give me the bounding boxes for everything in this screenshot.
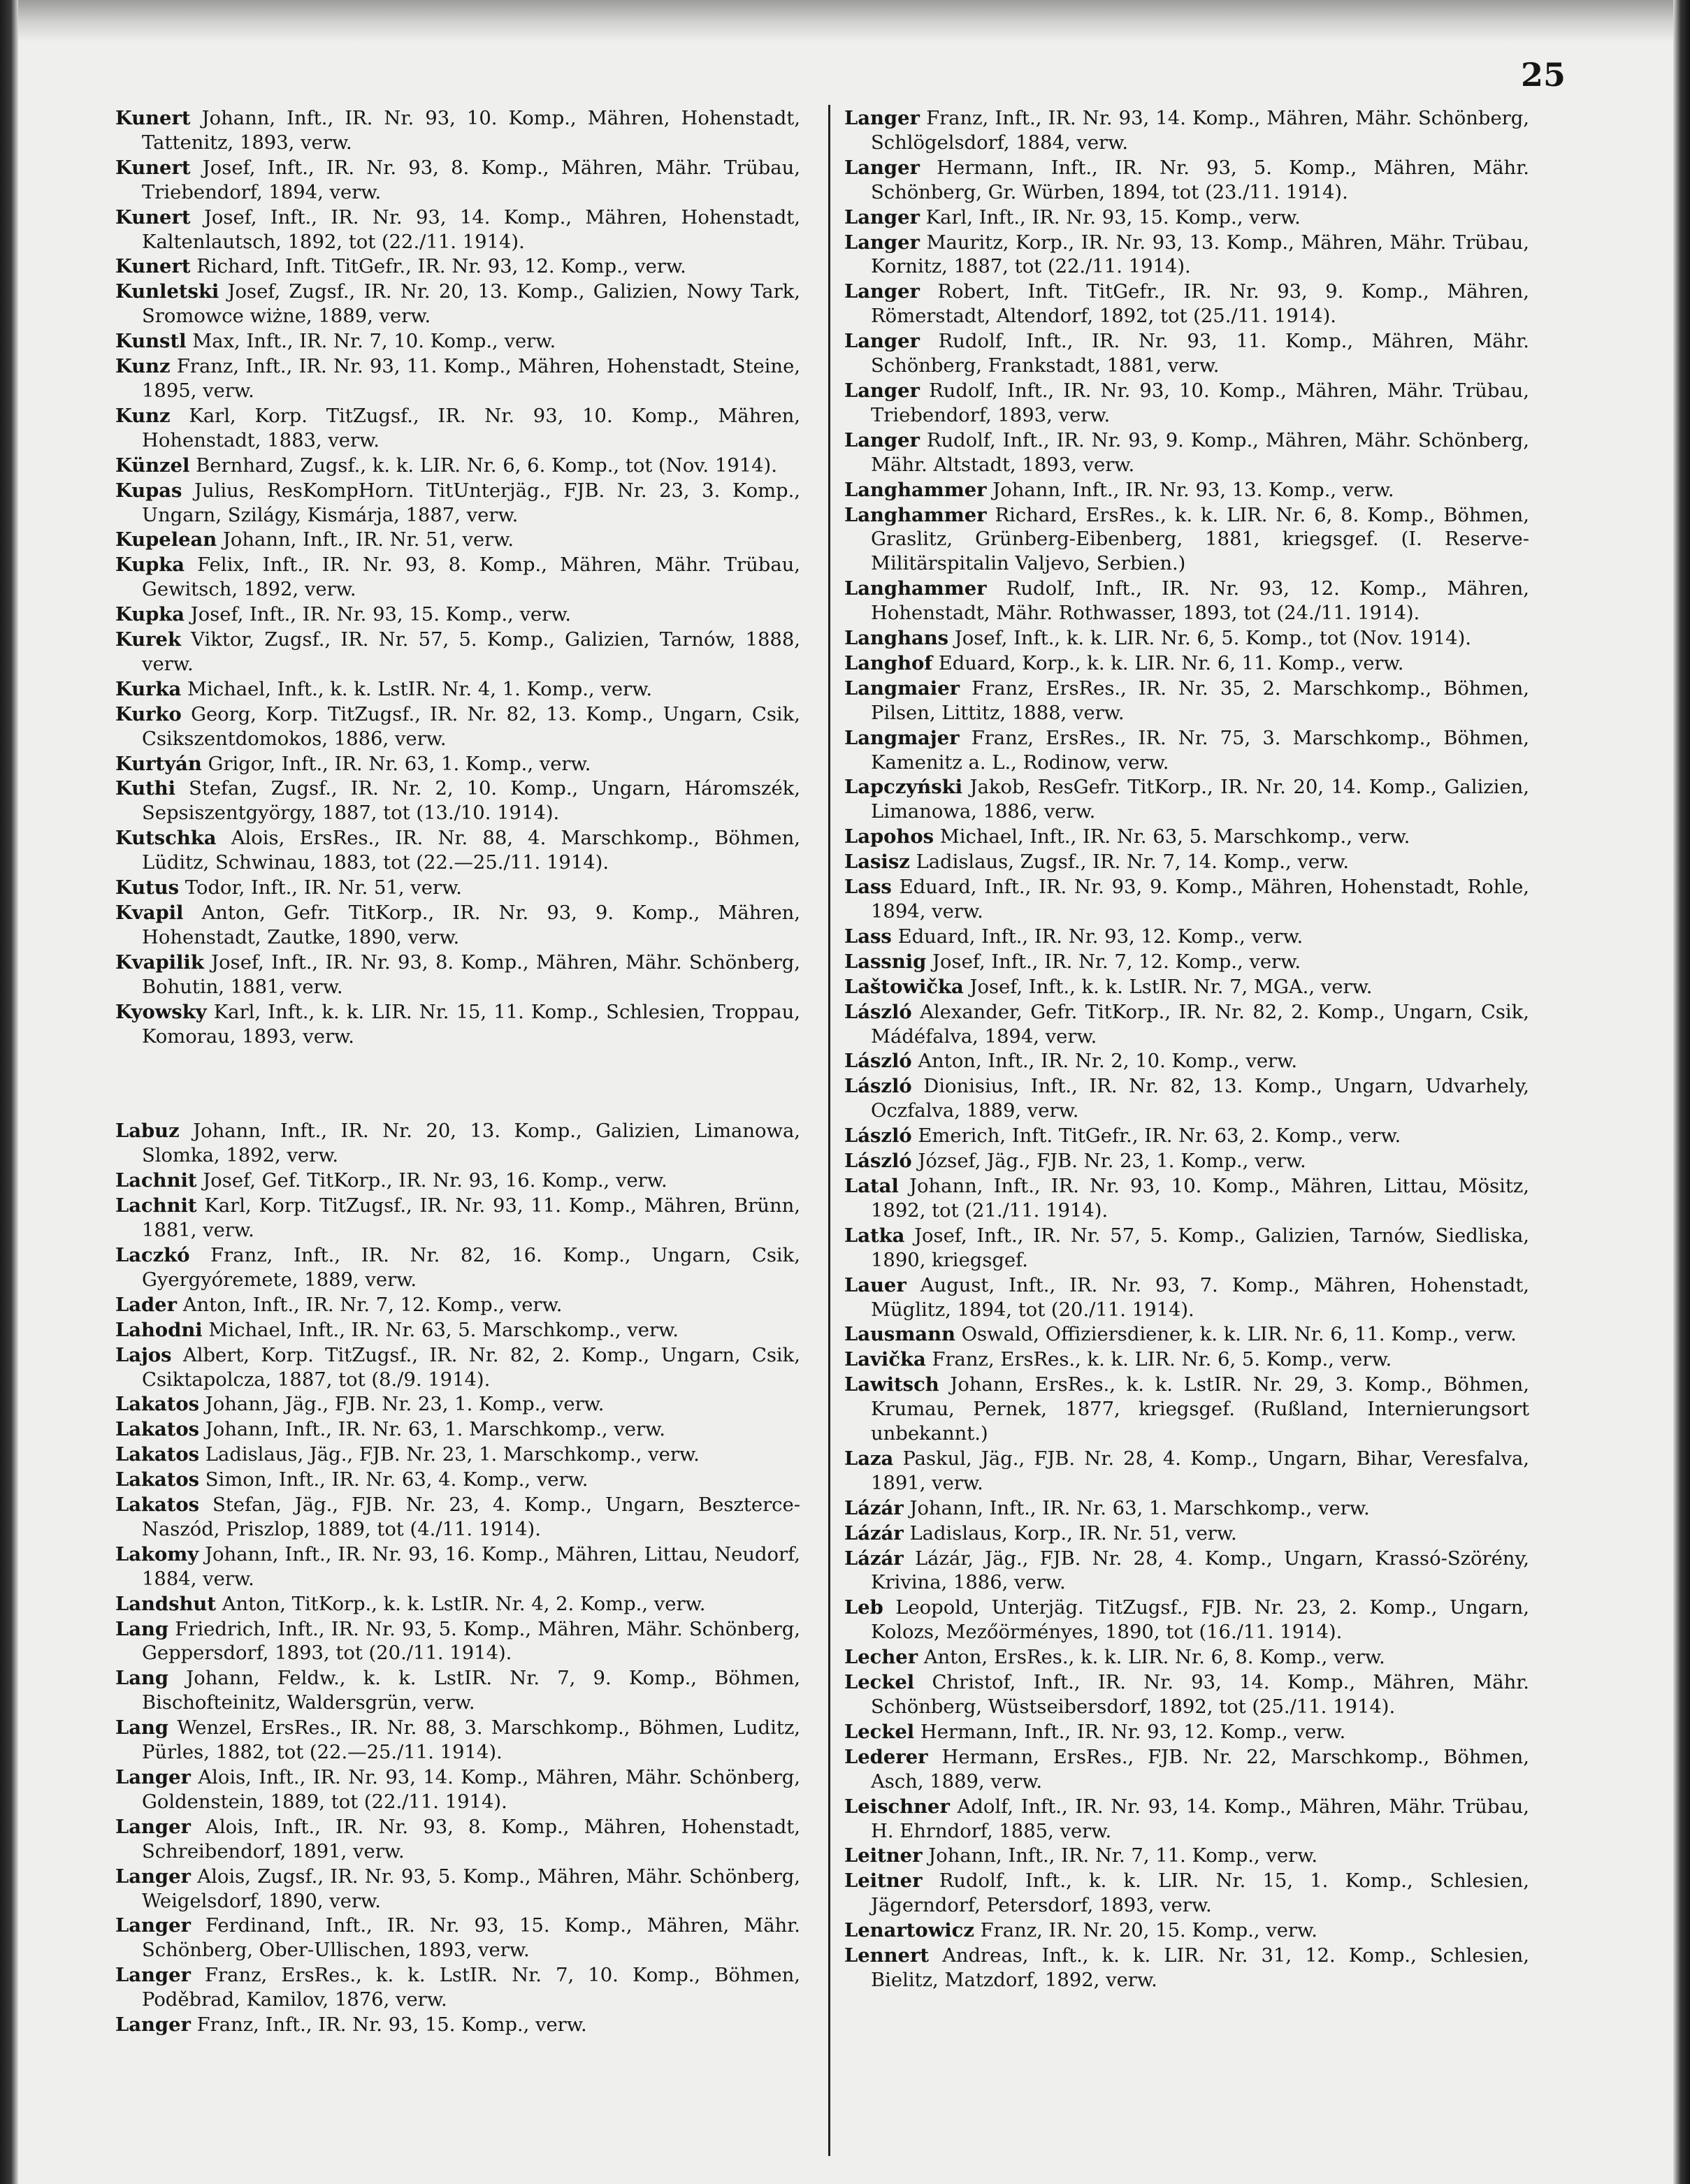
casualty-entry <box>844 1720 1529 1745</box>
entry-surname: Kunert <box>115 255 191 278</box>
entry-surname: Langmaier <box>844 677 960 700</box>
casualty-entry <box>115 1392 800 1417</box>
entry-surname: László <box>844 1050 912 1073</box>
entry-surname: Kurtyán <box>115 752 202 775</box>
entry-details: Eduard, Inft., IR. Nr. 93, 9. Komp., Mähren, Hohenstadt, Rohle, 1894, verw. <box>871 876 1529 923</box>
entry-details: Robert, Inft. TitGefr., IR. Nr. 93, 9. Komp., Mähren, Römerstadt, Altendorf, 1892, tot (25./11. 1914). <box>871 281 1529 328</box>
casualty-entry <box>844 428 1529 478</box>
casualty-entry <box>844 1447 1529 1496</box>
entry-surname: Langer <box>844 379 920 402</box>
entry-details: Leopold, Unterjäg. TitZugsf., FJB. Nr. 23, 2. Komp., Ungarn, Kolozs, Mezőörményes, 1890, tot (16./11. 1914). <box>871 1597 1529 1644</box>
entry-surname: Langhof <box>844 651 933 674</box>
casualty-entry <box>844 1795 1529 1844</box>
entry-surname: Kunstl <box>115 330 187 353</box>
entry-surname: Lasisz <box>844 851 910 874</box>
entry-details: Richard, Inft. TitGefr., IR. Nr. 93, 12. Komp., verw. <box>196 256 686 278</box>
entry-details: Albert, Korp. TitZugsf., IR. Nr. 82, 2. Komp., Ungarn, Csik, Csiktapolcza, 1887, tot (8./9. 1914). <box>142 1344 800 1391</box>
entry-details: Karl, Korp. TitZugsf., IR. Nr. 93, 10. Komp., Mähren, Hohenstadt, 1883, verw. <box>142 405 800 451</box>
casualty-entry <box>115 404 800 454</box>
entry-details: Hermann, ErsRes., FJB. Nr. 22, Marschkomp., Böhmen, Asch, 1889, verw. <box>871 1746 1529 1793</box>
entry-surname: László <box>844 1075 912 1098</box>
entry-surname: Kurek <box>115 628 181 651</box>
entry-surname: Lecher <box>844 1646 918 1669</box>
casualty-entry <box>115 1119 800 1169</box>
entry-surname: Langer <box>115 2013 191 2037</box>
casualty-entry <box>844 775 1529 825</box>
entry-details: Johann, Inft., IR. Nr. 63, 1. Marschkomp., verw. <box>909 1497 1370 1519</box>
casualty-entry <box>115 1592 800 1617</box>
entry-details: Alois, Zugsf., IR. Nr. 93, 5. Komp., Mähren, Mähr. Schönberg, Weigelsdorf, 1890, verw. <box>142 1865 800 1912</box>
casualty-entry <box>844 875 1529 925</box>
casualty-entry <box>115 1293 800 1318</box>
casualty-entry <box>844 1645 1529 1670</box>
casualty-entry <box>115 1343 800 1393</box>
casualty-entry <box>844 106 1529 156</box>
entry-surname: Leckel <box>844 1720 915 1743</box>
casualty-entry <box>115 702 800 752</box>
casualty-entry <box>844 1149 1529 1174</box>
casualty-entry <box>115 553 800 602</box>
entry-details: Felix, Inft., IR. Nr. 93, 8. Komp., Mähren, Mähr. Trübau, Gewitsch, 1892, verw. <box>142 554 800 601</box>
casualty-entry <box>844 677 1529 726</box>
entry-details: Josef, Zugsf., IR. Nr. 20, 13. Komp., Galizien, Nowy Tark, Sromowce wiżne, 1889, verw. <box>142 281 800 328</box>
entry-details: Richard, ErsRes., k. k. LIR. Nr. 6, 8. Komp., Böhmen, Graslitz, Grünberg-Eibenberg, 1881, kriegsgef. (I. Reserve-Militärspitalin Valjevo, Serbien.) <box>871 504 1529 575</box>
entry-details: Franz, Inft., IR. Nr. 93, 11. Komp., Mähren, Hohenstadt, Steine, 1895, verw. <box>142 356 800 402</box>
casualty-entry <box>115 1318 800 1343</box>
entry-surname: Langer <box>844 156 920 179</box>
casualty-entry <box>115 950 800 1000</box>
entry-surname: Kupka <box>115 603 185 626</box>
entry-details: Rudolf, Inft., IR. Nr. 93, 9. Komp., Mähren, Mähr. Schönberg, Mähr. Altstadt, 1893, verw. <box>871 429 1529 476</box>
casualty-entry <box>115 1617 800 1667</box>
casualty-entry <box>115 329 800 354</box>
entry-surname: Lavička <box>844 1348 926 1371</box>
entry-surname: László <box>844 1000 912 1023</box>
entry-details: Grigor, Inft., IR. Nr. 63, 1. Komp., verw. <box>208 753 591 775</box>
entry-details: Rudolf, Inft., IR. Nr. 93, 12. Komp., Mähren, Hohenstadt, Mähr. Rothwasser, 1893, tot (24./11. 1914). <box>871 578 1529 625</box>
entry-details: Alois, Inft., IR. Nr. 93, 14. Komp., Mähren, Mähr. Schönberg, Goldenstein, 1889, tot (22./11. 1914). <box>142 1767 800 1813</box>
entry-details: Josef, Inft., IR. Nr. 93, 8. Komp., Mähren, Mähr. Trübau, Triebendorf, 1894, verw. <box>142 157 800 203</box>
entry-surname: Kuthi <box>115 777 176 800</box>
entry-details: Adolf, Inft., IR. Nr. 93, 14. Komp., Mähren, Mähr. Trübau, H. Ehrndorf, 1885, verw. <box>871 1795 1529 1842</box>
casualty-entry <box>115 254 800 280</box>
entry-surname: Kupelean <box>115 528 217 551</box>
entry-surname: Lawitsch <box>844 1373 939 1396</box>
entry-details: Josef, Inft., IR. Nr. 7, 12. Komp., verw. <box>932 950 1301 973</box>
entry-surname: Kupka <box>115 554 185 577</box>
entry-surname: Laczkó <box>115 1243 190 1266</box>
casualty-entry <box>115 479 800 528</box>
casualty-entry <box>844 726 1529 776</box>
entry-surname: Kunert <box>115 205 191 229</box>
entry-surname: Lapohos <box>844 825 934 848</box>
entry-surname: Kurko <box>115 702 182 725</box>
casualty-entry <box>844 280 1529 329</box>
page-left-edge <box>0 0 18 2184</box>
casualty-entry <box>844 1322 1529 1347</box>
casualty-entry <box>115 876 800 901</box>
entry-surname: Langhammer <box>844 503 987 526</box>
entry-details: Eduard, Korp., k. k. LIR. Nr. 6, 11. Komp., verw. <box>938 652 1404 674</box>
entry-surname: Lahodni <box>115 1318 203 1341</box>
entry-details: Josef, Inft., IR. Nr. 93, 14. Komp., Mähren, Hohenstadt, Kaltenlautsch, 1892, tot (22./11. 1914). <box>142 206 800 253</box>
entry-surname: Laza <box>844 1447 894 1470</box>
entry-surname: Langer <box>115 1815 191 1838</box>
entry-details: Todor, Inft., IR. Nr. 51, verw. <box>185 877 462 899</box>
entry-surname: Lauer <box>844 1273 907 1296</box>
entry-details: Paskul, Jäg., FJB. Nr. 28, 4. Komp., Ungarn, Bihar, Veresfalva, 1891, verw. <box>871 1447 1529 1494</box>
entry-details: Johann, Inft., IR. Nr. 93, 10. Komp., Mähren, Littau, Mösitz, 1892, tot (21./11. 1914). <box>871 1175 1529 1222</box>
entry-details: Josef, Inft., k. k. LIR. Nr. 6, 5. Komp., tot (Nov. 1914). <box>954 628 1471 650</box>
casualty-entry <box>844 1273 1529 1323</box>
casualty-entry <box>115 1493 800 1542</box>
entry-details: Hermann, Inft., IR. Nr. 93, 12. Komp., verw. <box>920 1721 1346 1743</box>
entry-details: Ladislaus, Zugsf., IR. Nr. 7, 14. Komp., verw. <box>916 851 1350 874</box>
entry-surname: Lázár <box>844 1496 904 1519</box>
entry-surname: László <box>844 1150 912 1173</box>
entry-surname: Leckel <box>844 1671 915 1694</box>
casualty-entry <box>844 850 1529 875</box>
casualty-entry <box>844 478 1529 503</box>
casualty-entry <box>844 925 1529 950</box>
entry-surname: Latal <box>844 1174 899 1197</box>
entry-surname: Lang <box>115 1716 169 1740</box>
entry-details: Johann, Feldw., k. k. LstIR. Nr. 7, 9. Komp., Böhmen, Bischofteinitz, Waldersgrün, verw. <box>142 1668 800 1714</box>
entry-surname: Langer <box>844 231 920 254</box>
entry-surname: Lenartowicz <box>844 1919 974 1942</box>
entry-surname: Kyowsky <box>115 1000 207 1023</box>
entry-surname: Lennert <box>844 1944 930 1967</box>
entry-details: Michael, Inft., IR. Nr. 63, 5. Marschkomp., verw. <box>939 826 1410 848</box>
entry-details: Karl, Korp. TitZugsf., IR. Nr. 93, 11. Komp., Mähren, Brünn, 1881, verw. <box>142 1195 800 1242</box>
entry-details: Hermann, Inft., IR. Nr. 93, 5. Komp., Mähren, Mähr. Schönberg, Gr. Würben, 1894, tot (23./11. 1914). <box>871 157 1529 203</box>
entry-details: Johann, Inft., IR. Nr. 93, 16. Komp., Mähren, Littau, Neudorf, 1884, verw. <box>142 1543 800 1590</box>
casualty-entry <box>844 1670 1529 1720</box>
entry-details: Michael, Inft., IR. Nr. 63, 5. Marschkomp., verw. <box>208 1319 679 1341</box>
entry-details: Josef, Gef. TitKorp., IR. Nr. 93, 16. Komp., verw. <box>203 1170 667 1192</box>
casualty-entry <box>115 1243 800 1293</box>
entry-details: Johann, Jäg., FJB. Nr. 23, 1. Komp., verw. <box>205 1394 605 1416</box>
casualty-entry <box>844 156 1529 205</box>
entry-details: Johann, Inft., IR. Nr. 20, 13. Komp., Galizien, Limanowa, Slomka, 1892, verw. <box>142 1120 800 1167</box>
casualty-entry <box>115 1169 800 1194</box>
entry-surname: Langer <box>115 1865 191 1888</box>
casualty-entry <box>115 106 800 156</box>
casualty-entry <box>844 231 1529 280</box>
entry-surname: Lázár <box>844 1547 904 1570</box>
casualty-entry <box>844 503 1529 577</box>
entry-surname: Langhammer <box>844 577 987 600</box>
entry-surname: Lakatos <box>115 1468 200 1491</box>
entry-details: Stefan, Zugsf., IR. Nr. 2, 10. Komp., Ungarn, Háromszék, Sepsiszentgyörgy, 1887, tot (13./10. 1914). <box>142 778 800 825</box>
casualty-entry <box>115 1468 800 1493</box>
entry-surname: Langer <box>115 1964 191 1987</box>
casualty-entry <box>115 1716 800 1765</box>
entry-details: Johann, Inft., IR. Nr. 51, verw. <box>222 529 514 551</box>
entry-details: Johann, Inft., IR. Nr. 93, 13. Komp., verw. <box>992 479 1394 501</box>
entry-details: Anton, Inft., IR. Nr. 2, 10. Komp., verw. <box>918 1050 1298 1073</box>
entry-surname: Kunletski <box>115 280 219 303</box>
entry-details: Johann, Inft., IR. Nr. 7, 11. Komp., verw. <box>928 1845 1318 1867</box>
entry-details: Mauritz, Korp., IR. Nr. 93, 13. Komp., Mähren, Mähr. Trübau, Kornitz, 1887, tot (22./11. 1914). <box>871 231 1529 278</box>
entry-surname: Langhammer <box>844 478 987 501</box>
casualty-entry <box>844 1944 1529 1993</box>
entry-surname: Lass <box>844 925 892 948</box>
casualty-entry <box>844 577 1529 626</box>
entry-surname: Lass <box>844 876 892 899</box>
casualty-entry <box>115 826 800 876</box>
entry-surname: Leb <box>844 1596 883 1619</box>
casualty-entry <box>844 1000 1529 1050</box>
casualty-entry <box>844 1869 1529 1918</box>
entry-surname: Lakomy <box>115 1542 199 1565</box>
entry-surname: Langer <box>844 107 920 129</box>
entry-details: Anton, TitKorp., k. k. LstIR. Nr. 4, 2. Komp., verw. <box>222 1593 706 1615</box>
entry-details: Josef, Inft., IR. Nr. 93, 15. Komp., verw. <box>190 604 572 626</box>
entry-surname: Leitner <box>844 1870 923 1893</box>
entry-details: Alois, ErsRes., IR. Nr. 88, 4. Marschkomp., Böhmen, Lüditz, Schwinau, 1883, tot (22.—25./11. 1914). <box>142 827 800 874</box>
casualty-entry <box>115 1417 800 1442</box>
entry-surname: Kvapil <box>115 902 184 924</box>
entry-surname: Langhans <box>844 627 949 650</box>
entry-surname: Lassnig <box>844 950 927 973</box>
casualty-entry <box>115 1442 800 1468</box>
casualty-entry <box>115 528 800 553</box>
entry-details: Ladislaus, Korp., IR. Nr. 51, verw. <box>909 1522 1237 1545</box>
entry-surname: Langmajer <box>844 726 960 749</box>
entry-details: Franz, Inft., IR. Nr. 82, 16. Komp., Ungarn, Csik, Gyergyóremete, 1889, verw. <box>142 1244 800 1291</box>
page-right-edge <box>1673 0 1690 2184</box>
casualty-entry <box>844 1547 1529 1596</box>
entry-details: Emerich, Inft. TitGefr., IR. Nr. 63, 2. Komp., verw. <box>918 1125 1401 1148</box>
casualty-entry <box>115 1542 800 1592</box>
casualty-entry <box>115 752 800 777</box>
entry-surname: Kupas <box>115 479 182 502</box>
entry-details: Lázár, Jäg., FJB. Nr. 28, 4. Komp., Ungarn, Krassó-Szörény, Krivina, 1886, verw. <box>871 1547 1529 1594</box>
entry-details: Andreas, Inft., k. k. LIR. Nr. 31, 12. Komp., Schlesien, Bielitz, Matzdorf, 1892, verw. <box>871 1945 1529 1991</box>
entry-details: Franz, ErsRes., k. k. LstIR. Nr. 7, 10. Komp., Böhmen, Poděbrad, Kamilov, 1876, verw. <box>142 1965 800 2011</box>
entry-surname: Lang <box>115 1617 169 1640</box>
entry-details: Stefan, Jäg., FJB. Nr. 23, 4. Komp., Ungarn, Beszterce-Naszód, Priszlop, 1889, tot (4./11. 1914). <box>142 1494 800 1540</box>
casualty-entry <box>844 1174 1529 1224</box>
entry-details: Viktor, Zugsf., IR. Nr. 57, 5. Komp., Galizien, Tarnów, 1888, verw. <box>142 629 800 675</box>
entry-surname: Kunert <box>115 107 191 129</box>
entry-surname: Leitner <box>844 1844 923 1867</box>
entry-surname: Langer <box>844 428 920 451</box>
entry-details: Max, Inft., IR. Nr. 7, 10. Komp., verw. <box>192 331 556 353</box>
entry-surname: Künzel <box>115 454 190 477</box>
casualty-entry <box>844 1373 1529 1447</box>
page-number: 25 <box>1520 56 1566 94</box>
casualty-entry <box>115 628 800 677</box>
entry-surname: Latka <box>844 1224 905 1247</box>
entry-details: Anton, ErsRes., k. k. LIR. Nr. 6, 8. Komp., verw. <box>923 1647 1385 1669</box>
entry-surname: Kutus <box>115 876 180 899</box>
right-column <box>844 106 1529 1993</box>
entry-surname: Langer <box>115 1914 191 1937</box>
entry-surname: Leischner <box>844 1795 950 1818</box>
entry-surname: Lapczyński <box>844 776 963 799</box>
casualty-entry <box>844 1347 1529 1373</box>
entry-surname: Langer <box>115 1766 191 1788</box>
entry-surname: Lader <box>115 1293 178 1316</box>
casualty-entry <box>115 354 800 404</box>
entry-surname: Lakatos <box>115 1418 200 1441</box>
casualty-entry <box>115 1000 800 1050</box>
entry-details: Franz, Inft., IR. Nr. 93, 15. Komp., verw. <box>196 2014 587 2037</box>
casualty-entry <box>115 280 800 329</box>
entry-surname: Langer <box>844 280 920 303</box>
casualty-entry <box>115 1666 800 1716</box>
casualty-entry <box>115 1765 800 1815</box>
casualty-entry <box>844 825 1529 850</box>
entry-surname: Langer <box>844 205 920 229</box>
casualty-entry <box>115 205 800 255</box>
entry-details: Johann, ErsRes., k. k. LstIR. Nr. 29, 3. Komp., Böhmen, Krumau, Pernek, 1877, kriegsgef. (Rußland, Internierungsort unbekannt.) <box>871 1374 1529 1445</box>
casualty-entry <box>844 626 1529 651</box>
casualty-entry <box>115 1815 800 1865</box>
casualty-entry <box>844 1496 1529 1521</box>
entry-details: Alois, Inft., IR. Nr. 93, 8. Komp., Mähren, Hohenstadt, Schreibendorf, 1891, verw. <box>142 1816 800 1863</box>
entry-surname: Kunert <box>115 156 191 179</box>
entry-surname: Lachnit <box>115 1194 197 1217</box>
entry-details: Ladislaus, Jäg., FJB. Nr. 23, 1. Marschkomp., verw. <box>205 1444 700 1466</box>
entry-details: August, Inft., IR. Nr. 93, 7. Komp., Mähren, Hohenstadt, Müglitz, 1894, tot (20./11. 1914). <box>871 1274 1529 1321</box>
entry-details: Michael, Inft., k. k. LstIR. Nr. 4, 1. Komp., verw. <box>187 678 653 700</box>
casualty-entry <box>115 156 800 205</box>
entry-surname: László <box>844 1124 912 1148</box>
casualty-entry <box>115 1963 800 2013</box>
left-column <box>115 106 800 2038</box>
section-gap <box>115 1049 800 1119</box>
entry-details: Franz, ErsRes., IR. Nr. 75, 3. Marschkomp., Böhmen, Kamenitz a. L., Rodinow, verw. <box>871 727 1529 774</box>
entry-details: Anton, Gefr. TitKorp., IR. Nr. 93, 9. Komp., Mähren, Hohenstadt, Zautke, 1890, verw. <box>142 902 801 948</box>
casualty-entry <box>844 205 1529 231</box>
casualty-entry <box>844 1918 1529 1944</box>
entry-details: Karl, Inft., k. k. LIR. Nr. 15, 11. Komp., Schlesien, Troppau, Komorau, 1893, verw. <box>142 1001 800 1048</box>
entry-details: Simon, Inft., IR. Nr. 63, 4. Komp., verw. <box>205 1469 588 1491</box>
column-divider <box>828 105 830 2156</box>
entry-surname: Lajos <box>115 1343 172 1366</box>
entry-details: Dionisius, Inft., IR. Nr. 82, 13. Komp., Ungarn, Udvarhely, Oczfalva, 1889, verw. <box>871 1076 1529 1122</box>
entry-surname: Kutschka <box>115 827 217 850</box>
entry-details: Oswald, Offiziersdiener, k. k. LIR. Nr. 6, 11. Komp., verw. <box>961 1324 1517 1346</box>
entry-details: Rudolf, Inft., IR. Nr. 93, 11. Komp., Mähren, Mähr. Schönberg, Frankstadt, 1881, verw. <box>871 331 1529 377</box>
casualty-entry <box>844 950 1529 975</box>
entry-details: Christof, Inft., IR. Nr. 93, 14. Komp., Mähren, Mähr. Schönberg, Wüstseibersdorf, 1892, tot (25./11. 1914). <box>871 1672 1529 1718</box>
page-top-shadow <box>0 0 1690 42</box>
entry-details: Friedrich, Inft., IR. Nr. 93, 5. Komp., Mähren, Mähr. Schönberg, Geppersdorf, 1893, tot (20./11. 1914). <box>142 1618 800 1665</box>
entry-details: Johann, Inft., IR. Nr. 93, 10. Komp., Mähren, Hohenstadt, Tattenitz, 1893, verw. <box>142 108 800 154</box>
casualty-entry <box>844 1074 1529 1124</box>
casualty-entry <box>844 1745 1529 1795</box>
casualty-entry <box>115 454 800 479</box>
entry-details: Georg, Korp. TitZugsf., IR. Nr. 82, 13. Komp., Ungarn, Csik, Csikszentdomokos, 1886, verw. <box>142 703 800 750</box>
casualty-entry <box>844 1124 1529 1149</box>
casualty-entry <box>115 2013 800 2038</box>
entry-surname: Kunz <box>115 404 171 427</box>
entry-surname: Lachnit <box>115 1169 197 1192</box>
entry-details: Johann, Inft., IR. Nr. 63, 1. Marschkomp., verw. <box>205 1419 665 1441</box>
casualty-entry <box>844 1521 1529 1547</box>
entry-surname: Kvapilik <box>115 950 204 974</box>
casualty-entry <box>844 1049 1529 1074</box>
entry-surname: Lázár <box>844 1521 904 1545</box>
entry-surname: Kurka <box>115 677 182 700</box>
entry-surname: Langer <box>844 330 920 353</box>
entry-details: Anton, Inft., IR. Nr. 7, 12. Komp., verw. <box>182 1294 563 1316</box>
casualty-entry <box>844 329 1529 379</box>
entry-details: Karl, Inft., IR. Nr. 93, 15. Komp., verw. <box>925 206 1301 229</box>
entry-surname: Lang <box>115 1667 169 1690</box>
entry-surname: Laštowička <box>844 975 964 998</box>
entry-details: Jakob, ResGefr. TitKorp., IR. Nr. 20, 14. Komp., Galizien, Limanowa, 1886, verw. <box>871 776 1529 823</box>
casualty-entry <box>115 1914 800 1963</box>
entry-details: Julius, ResKompHorn. TitUnterjäg., FJB. Nr. 23, 3. Komp., Ungarn, Szilágy, Kismárja, 1887, verw. <box>142 479 800 526</box>
entry-surname: Labuz <box>115 1120 180 1143</box>
casualty-entry <box>844 975 1529 1000</box>
entry-surname: Landshut <box>115 1592 216 1615</box>
entry-details: Rudolf, Inft., IR. Nr. 93, 10. Komp., Mähren, Mähr. Trübau, Triebendorf, 1893, verw. <box>871 379 1529 426</box>
entry-surname: Kunz <box>115 355 171 378</box>
entry-surname: Lakatos <box>115 1393 200 1416</box>
entry-details: Bernhard, Zugsf., k. k. LIR. Nr. 6, 6. Komp., tot (Nov. 1914). <box>196 454 777 477</box>
casualty-entry <box>844 651 1529 677</box>
entry-surname: Lakatos <box>115 1494 200 1517</box>
entry-details: Josef, Inft., IR. Nr. 93, 8. Komp., Mähren, Mähr. Schönberg, Bohutin, 1881, verw. <box>142 951 800 998</box>
casualty-entry <box>115 1865 800 1914</box>
casualty-entry <box>844 1224 1529 1273</box>
entry-details: József, Jäg., FJB. Nr. 23, 1. Komp., verw. <box>918 1150 1306 1173</box>
entry-details: Franz, ErsRes., k. k. LIR. Nr. 6, 5. Komp., verw. <box>932 1349 1392 1371</box>
entry-details: Franz, Inft., IR. Nr. 93, 14. Komp., Mähren, Mähr. Schönberg, Schlögelsdorf, 1884, verw. <box>871 108 1529 154</box>
entry-surname: Lakatos <box>115 1443 200 1466</box>
casualty-entry <box>844 1844 1529 1869</box>
entry-details: Rudolf, Inft., k. k. LIR. Nr. 15, 1. Komp., Schlesien, Jägerndorf, Petersdorf, 1893, verw. <box>871 1870 1529 1917</box>
casualty-entry <box>115 677 800 702</box>
casualty-entry <box>115 602 800 628</box>
entry-surname: Lederer <box>844 1745 928 1768</box>
entry-details: Alexander, Gefr. TitKorp., IR. Nr. 82, 2. Komp., Ungarn, Csik, Mádéfalva, 1894, verw. <box>871 1001 1529 1048</box>
entry-details: Eduard, Inft., IR. Nr. 93, 12. Komp., verw. <box>897 925 1303 948</box>
casualty-entry <box>115 901 800 950</box>
casualty-entry <box>115 776 800 826</box>
casualty-entry <box>844 379 1529 428</box>
casualty-entry <box>115 1194 800 1243</box>
entry-details: Josef, Inft., k. k. LstIR. Nr. 7, MGA., verw. <box>969 976 1373 998</box>
entry-details: Franz, IR. Nr. 20, 15. Komp., verw. <box>980 1920 1317 1942</box>
entry-surname: Lausmann <box>844 1323 955 1346</box>
entry-details: Ferdinand, Inft., IR. Nr. 93, 15. Komp., Mähren, Mähr. Schönberg, Ober-Ullischen, 1893, verw. <box>142 1915 800 1962</box>
entry-details: Franz, ErsRes., IR. Nr. 35, 2. Marschkomp., Böhmen, Pilsen, Littitz, 1888, verw. <box>871 677 1529 724</box>
casualty-entry <box>844 1596 1529 1645</box>
entry-details: Josef, Inft., IR. Nr. 57, 5. Komp., Galizien, Tarnów, Siedliska, 1890, kriegsgef. <box>871 1224 1529 1271</box>
entry-details: Wenzel, ErsRes., IR. Nr. 88, 3. Marschkomp., Böhmen, Luditz, Pürles, 1882, tot (22.—25./11. 1914). <box>142 1717 800 1764</box>
